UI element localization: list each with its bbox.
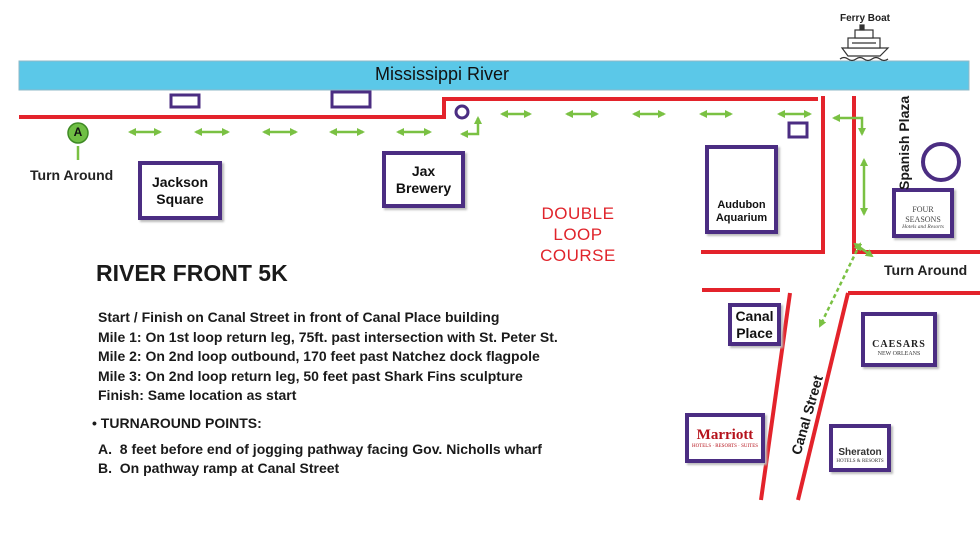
arrow xyxy=(462,118,478,134)
race-details xyxy=(98,308,558,406)
canal-place-label: Canal Place xyxy=(735,307,774,341)
canal-street-pathway-arrow xyxy=(820,244,860,326)
turnaround-points-header: • TURNAROUND POINTS: xyxy=(92,415,262,431)
sheraton-name: Sheraton xyxy=(838,447,882,458)
turnaround-point-a: A. 8 feet before end of jogging pathway facing Gov. Nicholls wharf xyxy=(98,441,542,457)
turnaround-left-label: Turn Around xyxy=(30,167,114,183)
canal-street-label: Canal Street xyxy=(788,373,826,457)
sheraton-sub: HOTELS & RESORTS xyxy=(836,459,884,464)
river-label: Mississippi River xyxy=(375,64,510,84)
race-detail-line: Start / Finish on Canal Street in front of Canal Place building xyxy=(98,309,500,325)
race-detail-line: Mile 3: On 2nd loop return leg, 50 feet past Shark Fins sculpture xyxy=(98,367,523,384)
turnaround-a-letter: A xyxy=(73,125,83,139)
race-detail-line: Mile 2: On 2nd loop outbound, 170 feet past Natchez dock flagpole xyxy=(98,348,540,365)
race-detail-line: Finish: Same location as start xyxy=(98,387,297,404)
jackson-square-label: Jackson Square xyxy=(151,173,209,207)
audubon-aquarium-label: Audubon Aquarium xyxy=(715,198,768,224)
double-loop-line: LOOP xyxy=(553,225,603,244)
spanish-plaza-circle xyxy=(923,144,959,180)
ferry-boat-label: Ferry Boat xyxy=(840,13,891,24)
marriott-box xyxy=(685,413,765,463)
four-seasons-name: FOUR SEASONS xyxy=(905,205,941,224)
marriott-name: Marriott xyxy=(696,427,754,443)
race-title: RIVER FRONT 5K xyxy=(96,260,288,286)
jax-brewery-label: Jax Brewery xyxy=(395,162,452,196)
four-seasons-box xyxy=(892,188,954,238)
ferry-boat-icon xyxy=(840,25,888,61)
race-detail-line: Mile 1: On 1st loop return leg, 75ft. past intersection with St. Peter St. xyxy=(98,328,558,345)
turnaround-point-b: B. On pathway ramp at Canal Street xyxy=(98,460,340,476)
marriott-sub: HOTELS · RESORTS · SUITES xyxy=(691,444,759,449)
jackson-square-box xyxy=(138,161,222,220)
spanish-plaza-label: Spanish Plaza xyxy=(896,95,912,190)
four-seasons-sub: Hotels and Resorts xyxy=(902,224,944,231)
turnaround-right-label: Turn Around xyxy=(884,262,968,278)
dock-box-1 xyxy=(171,95,199,107)
dock-box-2 xyxy=(332,92,370,107)
double-loop-label xyxy=(532,203,624,266)
caesars-box xyxy=(861,312,937,367)
jax-brewery-box xyxy=(382,151,465,208)
double-loop-line: COURSE xyxy=(540,246,616,265)
audubon-aquarium-box xyxy=(705,145,778,234)
dock-box-3 xyxy=(789,123,807,137)
roundabout-circle-small xyxy=(456,106,468,118)
caesars-name: CAESARS xyxy=(872,338,926,350)
arrow xyxy=(834,118,862,134)
double-loop-line: DOUBLE xyxy=(541,204,615,223)
sheraton-box xyxy=(829,424,891,472)
caesars-sub: NEW ORLEANS xyxy=(877,350,921,357)
canal-place-box xyxy=(728,303,781,346)
